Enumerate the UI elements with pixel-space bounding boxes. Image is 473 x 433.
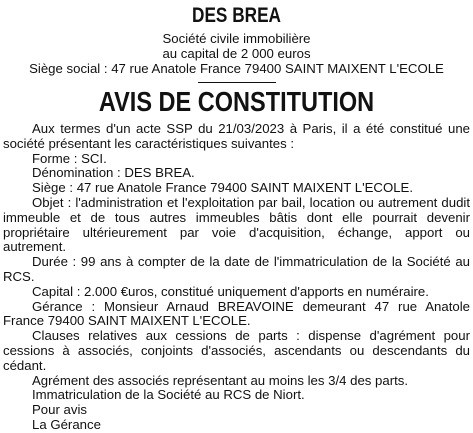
paragraph-name: Dénomination : DES BREA.	[32, 165, 195, 181]
company-type: Société civile immobilière	[162, 31, 311, 46]
notice-body	[3, 122, 470, 433]
paragraph-management: Gérance : Monsieur Arnaud BREAVOINE demeurant 47 rue Anatole France 79400 SAINT MAIXENT L'ECOLE.	[3, 298, 470, 329]
paragraph-intro: Aux termes d'un acte SSP du 21/03/2023 à Paris, il a été constitué une société présentant les caractéristiques suivantes :	[3, 121, 470, 151]
paragraph-transfer-clauses: Clauses relatives aux cessions de parts : dispense d'agrément pour cessions à associés, conjoints d'associés, ascendants ou descendants du cédant.	[3, 328, 470, 373]
paragraph-signature: La Gérance	[32, 416, 101, 432]
paragraph-registration: Immatriculation de la Société au RCS de Niort.	[32, 387, 305, 403]
paragraph-seat: Siège : 47 rue Anatole France 79400 SAINT MAIXENT L'ECOLE.	[32, 180, 414, 196]
company-header	[3, 31, 470, 76]
paragraph-duration: Durée : 99 ans à compter de la date de l'immatriculation de la Société au RCS.	[3, 254, 470, 284]
head-office: Siège social : 47 rue Anatole France 79400 SAINT MAIXENT L'ECOLE	[29, 61, 444, 76]
company-capital: au capital de 2 000 euros	[162, 46, 311, 61]
paragraph-capital: Capital : 2.000 €uros, constitué uniquement d'apports en numéraire.	[32, 283, 429, 299]
notice-title: AVIS DE CONSTITUTION	[98, 86, 375, 117]
separator-rule	[198, 82, 276, 83]
paragraph-approval: Agrément des associés représentant au moins les 3/4 des parts.	[32, 372, 409, 388]
company-name: DES BREA	[192, 4, 281, 27]
paragraph-purpose: Objet : l'administration et l'exploitation par bail, location ou autrement dudit immeuble et de tous autres immeubles bâtis dont elle pourrait devenir propriétaire ultérieurement par voie d'acquisition, échange, apport ou autrement.	[3, 194, 470, 255]
paragraph-form: Forme : SCI.	[32, 150, 107, 166]
paragraph-for-notice: Pour avis	[32, 402, 87, 418]
